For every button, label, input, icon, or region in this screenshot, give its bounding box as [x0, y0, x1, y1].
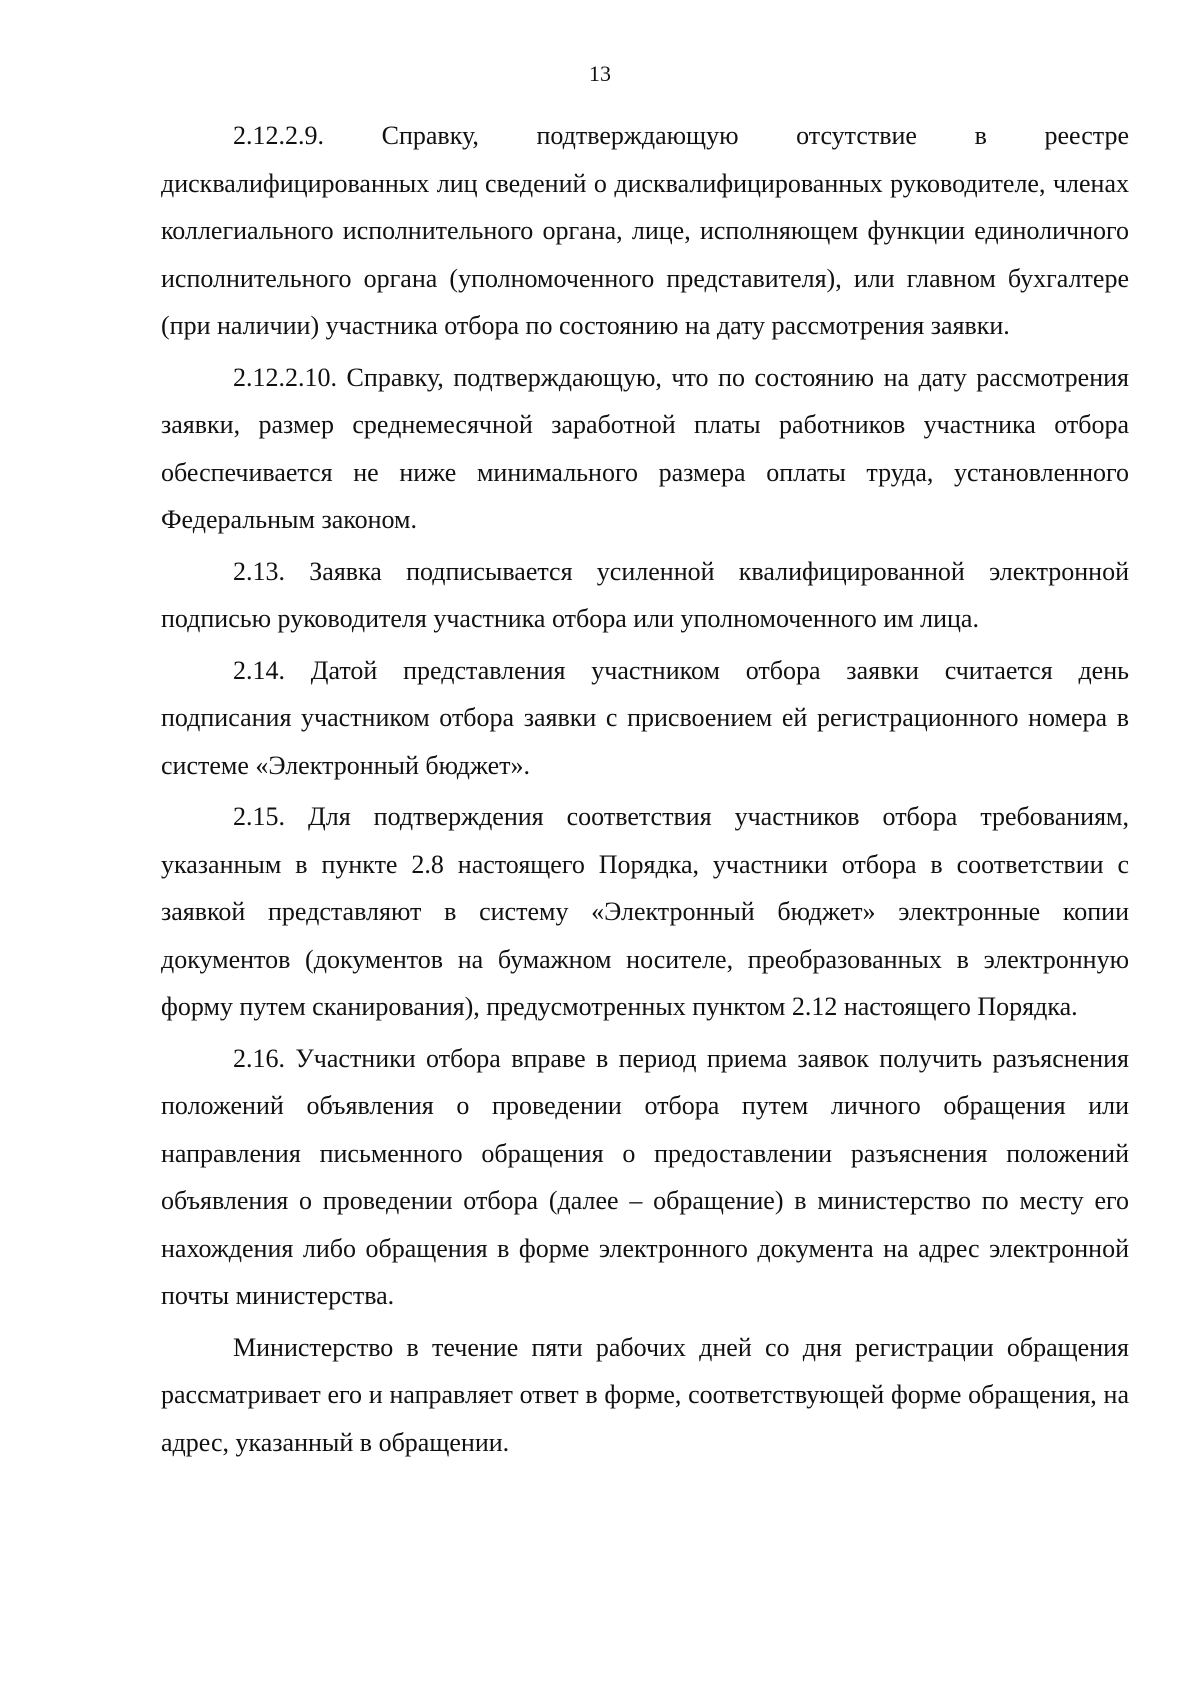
document-body	[161, 112, 1129, 1470]
paragraph-2-15: 2.15. Для подтверждения соответствия участников отбора требованиям, указанным в пункте 2.8 настоящего Порядка, участники отбора в соответствии с заявкой представляют в систему «Электронный бюджет» электронные копии документов (документов на бумажном носителе, преобразованных в электронную форму путем сканирования), предусмотренных пунктом 2.12 настоящего Порядка.	[161, 802, 1129, 1021]
paragraph-2-12-2-10: 2.12.2.10. Справку, подтверждающую, что по состоянию на дату рассмотрения заявки, размер среднемесячной заработной платы работников участника отбора обеспечивается не ниже минимального размера оплаты труда, установленного Федеральным законом.	[161, 362, 1129, 534]
paragraph-ministry-response: Министерство в течение пяти рабочих дней со дня регистрации обращения рассматривает его и направляет ответ в форме, соответствующей форме обращения, на адрес, указанный в обращении.	[161, 1332, 1129, 1457]
paragraph-2-16: 2.16. Участники отбора вправе в период приема заявок получить разъяснения положений объявления о проведении отбора путем личного обращения или направления письменного обращения о предоставлении разъяснения положений объявления о проведении отбора (далее – обращение) в министерство по месту его нахождения либо обращения в форме электронного документа на адрес электронной почты министерства.	[161, 1043, 1129, 1310]
paragraph-2-14: 2.14. Датой представления участником отбора заявки считается день подписания участником отбора заявки с присвоением ей регистрационного номера в системе «Электронный бюджет».	[161, 655, 1129, 780]
paragraph-2-13: 2.13. Заявка подписывается усиленной квалифицированной электронной подписью руководителя участника отбора или уполномоченного им лица.	[161, 556, 1129, 633]
page-number: 13	[589, 61, 611, 86]
paragraph-2-12-2-9: 2.12.2.9. Справку, подтверждающую отсутствие в реестре дисквалифицированных лиц сведений о дисквалифицированных руководителе, членах коллегиального исполнительного органа, лице, исполняющем функции единоличного исполнительного органа (уполномоченного представителя), или главном бухгалтере (при наличии) участника отбора по состоянию на дату рассмотрения заявки.	[161, 121, 1129, 340]
